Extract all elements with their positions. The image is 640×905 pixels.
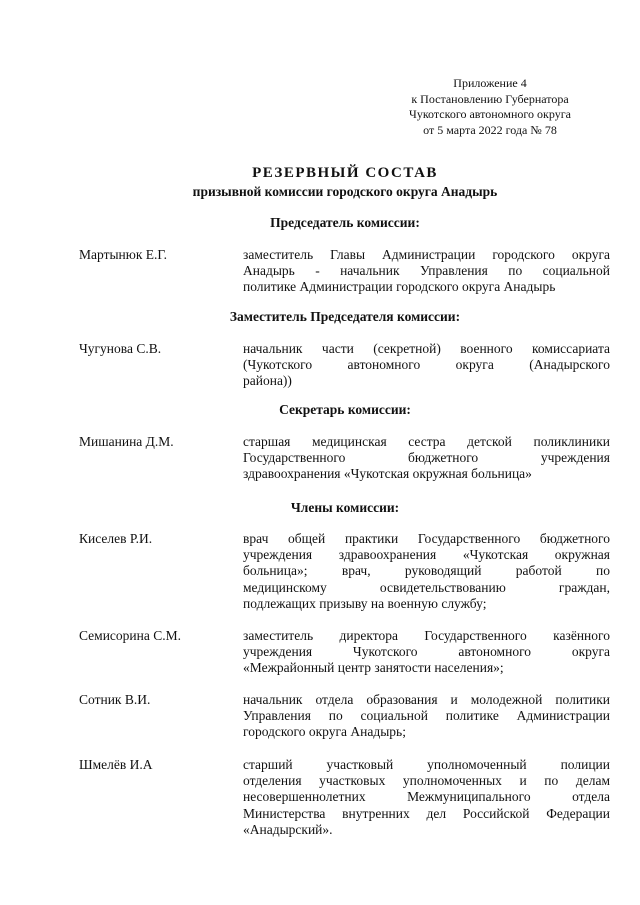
member-name: Сотник В.И. [79, 692, 151, 707]
chairman-heading: Председатель комиссии: [270, 215, 420, 230]
deputy-heading: Заместитель Председателя комиссии: [229, 309, 461, 324]
role-line: «Межрайонный центр занятости населения»; [243, 660, 504, 676]
role-line: начальник отдела образования и молодежной политики [243, 692, 610, 707]
role-line: старшая медицинская сестра детской поликлиники [243, 434, 610, 449]
member-role [243, 692, 610, 741]
member-name: Шмелёв И.А [79, 757, 153, 772]
role-line: медицинскому освидетельствованию граждан, [243, 579, 610, 595]
role-line: района)) [243, 373, 292, 389]
role-line: Анадырь - начальник Управления по социальной [243, 263, 610, 279]
member-role [243, 434, 610, 483]
member-role [243, 341, 610, 390]
document-title: РЕЗЕРВНЫЙ СОСТАВ [252, 165, 438, 181]
member-role [243, 628, 610, 677]
role-line: больница»; врач, руководящий работой по [243, 563, 610, 579]
role-line: «Анадырский». [243, 821, 333, 837]
role-line: политике Администрации городского округа Анадырь [243, 279, 556, 295]
role-line: врач общей практики Государственного бюджетного [243, 531, 610, 546]
role-line: Управления по социальной политике Администрации [243, 708, 610, 724]
member-name: Семисорина С.М. [79, 628, 181, 643]
member-role [243, 757, 610, 838]
role-line: здравоохранения «Чукотская окружная больница» [243, 466, 532, 482]
role-line: заместитель Главы Администрации городского округа [243, 247, 610, 262]
secretary-heading: Секретарь комиссии: [279, 402, 411, 417]
member-name: Чугунова С.В. [79, 341, 162, 356]
member-name: Мартынюк Е.Г. [79, 247, 168, 262]
role-line: заместитель директора Государственного казённого [243, 628, 610, 643]
role-line: (Чукотского автономного округа (Анадырского [243, 357, 610, 373]
role-line: отделения участковых уполномоченных и по делам [243, 773, 610, 789]
role-line: Министерства внутренних дел Российской Федерации [243, 805, 610, 821]
member-name: Киселев Р.И. [79, 531, 153, 546]
document-subtitle: призывной комиссии городского округа Анадырь [192, 184, 498, 199]
document-title-block [0, 164, 640, 201]
role-line: подлежащих призыву на военную службу; [243, 595, 487, 611]
members-heading: Члены комиссии: [290, 500, 400, 515]
appendix-block [392, 76, 588, 138]
role-line: старший участковый уполномоченный полиции [243, 757, 610, 772]
role-line: учреждения здравоохранения «Чукотская окружная [243, 547, 610, 563]
appendix-line-4: от 5 марта 2022 года № 78 [423, 122, 557, 137]
member-role [243, 247, 610, 296]
role-line: учреждения Чукотского автономного округа [243, 644, 610, 660]
member-name: Мишанина Д.М. [79, 434, 174, 449]
role-line: несовершеннолетних Межмуниципального отдела [243, 789, 610, 805]
appendix-line-2: к Постановлению Губернатора [411, 91, 569, 106]
appendix-line-1: Приложение 4 [453, 76, 527, 90]
role-line: Государственного бюджетного учреждения [243, 450, 610, 466]
member-role [243, 531, 610, 612]
appendix-line-3: Чукотского автономного округа [409, 107, 571, 121]
role-line: начальник части (секретной) военного комиссариата [243, 341, 610, 356]
role-line: городского округа Анадырь; [243, 724, 406, 740]
